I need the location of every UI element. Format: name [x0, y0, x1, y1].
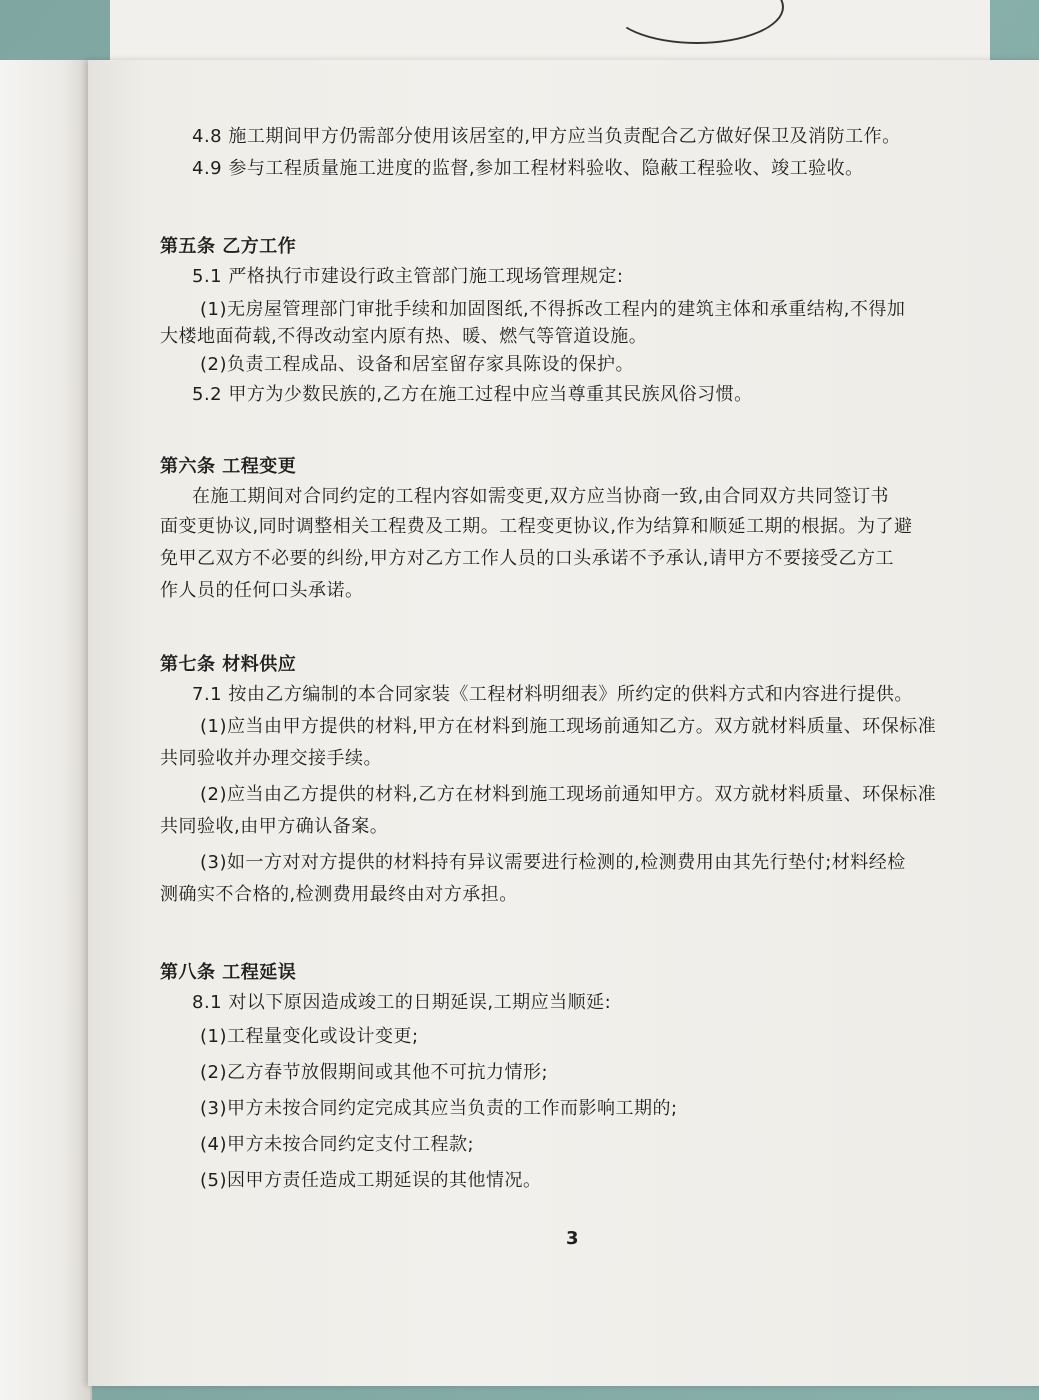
clause-5-1-item-1: (1)无房屋管理部门审批手续和加固图纸,不得拆改工程内的建筑主体和承重结构,不得加	[200, 299, 906, 320]
section-6-para-1: 在施工期间对合同约定的工程内容如需变更,双方应当协商一致,由合同双方共同签订书	[192, 486, 889, 507]
clause-7-1-item-3: (3)如一方对对方提供的材料持有异议需要进行检测的,检测费用由其先行垫付;材料经检	[200, 852, 906, 873]
pen-mark	[610, 0, 784, 44]
clause-7-1-item-1-cont: 共同验收并办理交接手续。	[160, 748, 382, 769]
clause-7-1-item-2-cont: 共同验收,由甲方确认备案。	[160, 816, 389, 837]
page-number: 3	[566, 1228, 579, 1249]
clause-8-1-item-4: (4)甲方未按合同约定支付工程款;	[200, 1134, 475, 1155]
clause-8-1: 8.1 对以下原因造成竣工的日期延误,工期应当顺延:	[192, 992, 612, 1013]
clause-8-1-item-2: (2)乙方春节放假期间或其他不可抗力情形;	[200, 1062, 549, 1083]
section-6-heading: 第六条 工程变更	[160, 456, 297, 477]
clause-7-1-item-1: (1)应当由甲方提供的材料,甲方在材料到施工现场前通知乙方。双方就材料质量、环保标准	[200, 716, 937, 737]
clause-7-1: 7.1 按由乙方编制的本合同家装《工程材料明细表》所约定的供料方式和内容进行提供。	[192, 684, 913, 705]
section-6-para-4: 作人员的任何口头承诺。	[160, 580, 364, 601]
clause-8-1-item-1: (1)工程量变化或设计变更;	[200, 1026, 419, 1047]
clause-7-1-item-3-cont: 测确实不合格的,检测费用最终由对方承担。	[160, 884, 518, 905]
clause-8-1-item-5: (5)因甲方责任造成工期延误的其他情况。	[200, 1170, 542, 1191]
clause-5-1: 5.1 严格执行市建设行政主管部门施工现场管理规定:	[192, 266, 624, 287]
clause-4-8: 4.8 施工期间甲方仍需部分使用该居室的,甲方应当负责配合乙方做好保卫及消防工作。	[192, 126, 901, 147]
clause-4-9: 4.9 参与工程质量施工进度的监督,参加工程材料验收、隐蔽工程验收、竣工验收。	[192, 158, 864, 179]
clause-5-1-item-2: (2)负责工程成品、设备和居室留存家具陈设的保护。	[200, 354, 634, 375]
section-6-para-2: 面变更协议,同时调整相关工程费及工期。工程变更协议,作为结算和顺延工期的根据。为了避	[160, 516, 913, 537]
clause-7-1-item-2: (2)应当由乙方提供的材料,乙方在材料到施工现场前通知甲方。双方就材料质量、环保标准	[200, 784, 937, 805]
section-6-para-3: 免甲乙双方不必要的纠纷,甲方对乙方工作人员的口头承诺不予承认,请甲方不要接受乙方工	[160, 548, 894, 569]
section-8-heading: 第八条 工程延误	[160, 962, 297, 983]
section-7-heading: 第七条 材料供应	[160, 654, 297, 675]
clause-8-1-item-3: (3)甲方未按合同约定完成其应当负责的工作而影响工期的;	[200, 1098, 678, 1119]
contract-page	[88, 60, 1039, 1386]
left-page-edge	[0, 60, 92, 1400]
clause-5-2: 5.2 甲方为少数民族的,乙方在施工过程中应当尊重其民族风俗习惯。	[192, 384, 753, 405]
clause-5-1-item-1-cont: 大楼地面荷载,不得改动室内原有热、暖、燃气等管道设施。	[160, 326, 648, 347]
section-5-heading: 第五条 乙方工作	[160, 236, 297, 257]
